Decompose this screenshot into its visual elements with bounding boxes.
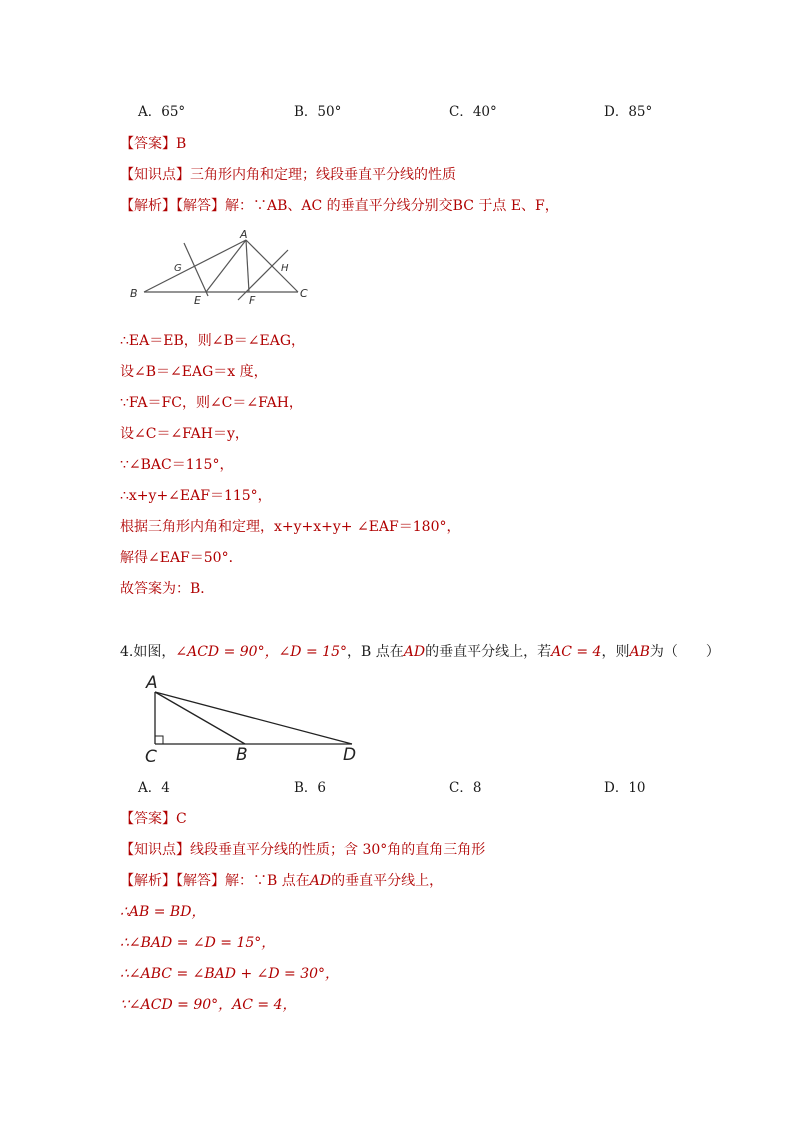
knowledge-text: 线段垂直平分线的性质；含 30°角的直角三角形	[190, 842, 486, 858]
label-f: F	[249, 294, 256, 307]
q3-step-8: 解得∠EAF＝50°．	[120, 550, 243, 566]
segment-ad	[155, 692, 352, 744]
q3-answer-line	[120, 135, 186, 153]
analysis-math: AD	[309, 873, 332, 889]
label-b: B	[236, 745, 248, 765]
analysis-text: 的垂直平分线上，	[331, 873, 444, 889]
q4-step-1: ∴AB = BD，	[120, 904, 206, 920]
q4-stem-part: ，B 点在	[346, 644, 404, 660]
q3-step-1: ∴EA＝EB，则∠B＝∠EAG，	[120, 333, 306, 349]
q4-knowledge-line	[120, 841, 485, 859]
q3-option-b: B．50°	[294, 104, 342, 120]
q4-option-d: D．10	[604, 780, 646, 796]
q3-triangle-figure	[128, 228, 328, 310]
q3-step-5: ∵∠BAC＝115°，	[120, 457, 234, 473]
label-e: E	[194, 294, 201, 307]
q4-stem-part: ，则	[601, 644, 630, 660]
q4-stem-part: 为（ ）	[649, 644, 720, 660]
q3-step-2: 设∠B＝∠EAG＝x 度，	[120, 364, 268, 380]
analysis-tag: 【解析】【解答】	[120, 873, 225, 889]
q3-analysis-line	[120, 197, 559, 215]
q4-option-a: A．4	[138, 780, 170, 796]
label-h: H	[281, 263, 289, 274]
q4-stem-part: 的垂直平分线上，若	[425, 644, 552, 660]
q4-stem-math: AB	[629, 644, 650, 660]
q4-stem-math: AC = 4	[551, 644, 602, 660]
q4-stem-part: 4.如图，	[120, 644, 176, 660]
segment-af	[246, 240, 249, 292]
q3-option-a: A．65°	[138, 104, 186, 120]
answer-value: C	[176, 811, 187, 827]
q4-stem	[120, 643, 720, 661]
q4-option-c: C．8	[449, 780, 482, 796]
q3-option-d: D．85°	[604, 104, 653, 120]
q4-triangle-figure	[140, 670, 370, 770]
analysis-intro: 解：∵AB、AC 的垂直平分线分别交BC 于点 E、F，	[225, 198, 559, 214]
q4-stem-math: AD	[403, 644, 426, 660]
answer-value: B	[176, 136, 187, 152]
label-b: B	[130, 287, 138, 300]
q3-step-7: 根据三角形内角和定理，x+y+x+y+ ∠EAF＝180°，	[120, 519, 461, 535]
q4-option-b: B．6	[294, 780, 327, 796]
knowledge-tag: 【知识点】	[120, 842, 190, 858]
answer-tag: 【答案】	[120, 811, 176, 827]
q4-step-4: ∵∠ACD = 90°，AC = 4，	[120, 997, 297, 1013]
q3-step-6: ∴x+y+∠EAF＝115°，	[120, 488, 272, 504]
label-c: C	[145, 747, 157, 767]
q4-analysis-line	[120, 872, 443, 890]
segment-ae	[206, 240, 246, 292]
q4-step-3: ∴∠ABC = ∠BAD + ∠D = 30°，	[120, 966, 340, 982]
q3-step-4: 设∠C＝∠FAH＝y，	[120, 426, 249, 442]
analysis-tag: 【解析】【解答】	[120, 198, 225, 214]
right-angle-mark	[155, 736, 163, 744]
q4-stem-math: ∠ACD = 90°，∠D = 15°	[175, 644, 347, 660]
segment-ab	[155, 692, 245, 744]
label-d: D	[343, 745, 357, 765]
q3-step-9: 故答案为：B．	[120, 581, 215, 597]
q3-step-3: ∵FA＝FC，则∠C＝∠FAH，	[120, 395, 303, 411]
q3-knowledge-line	[120, 166, 456, 184]
label-a: A	[240, 228, 248, 241]
q4-step-2: ∴∠BAD = ∠D = 15°，	[120, 935, 276, 951]
label-c: C	[300, 287, 308, 300]
q4-answer-line	[120, 810, 187, 828]
answer-tag: 【答案】	[120, 136, 176, 152]
q3-option-c: C．40°	[449, 104, 497, 120]
analysis-text: 解：∵B 点在	[225, 873, 310, 889]
knowledge-tag: 【知识点】	[120, 167, 190, 183]
label-g: G	[174, 263, 182, 274]
knowledge-text: 三角形内角和定理；线段垂直平分线的性质	[190, 167, 456, 183]
label-a: A	[146, 673, 158, 693]
